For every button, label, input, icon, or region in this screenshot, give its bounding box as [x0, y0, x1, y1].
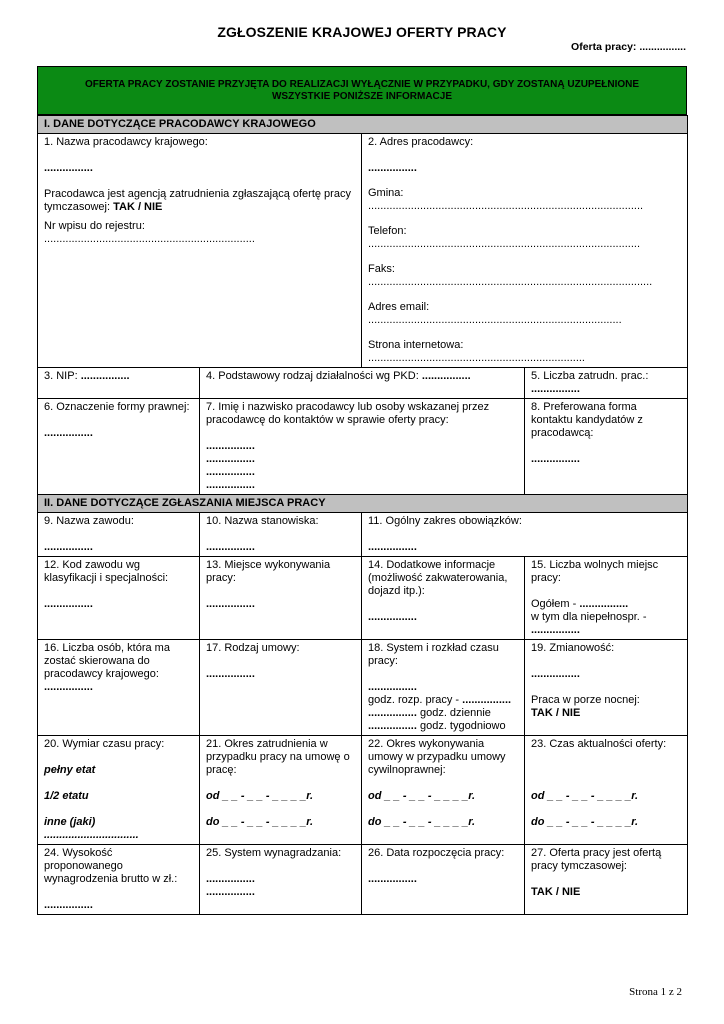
- shifts-value: ................: [531, 668, 580, 680]
- employees-count-cell[interactable]: [525, 368, 688, 399]
- employer-name-label: 1. Nazwa pracodawcy krajowego:: [44, 136, 208, 148]
- fax-field: Faks: .............................................................................................: [368, 263, 653, 288]
- email-field: Adres email: ...................................................................................: [368, 301, 622, 326]
- vacancies-cell[interactable]: [525, 557, 688, 640]
- additional-info-value: ................: [368, 611, 417, 623]
- contact-form-cell[interactable]: [525, 399, 688, 495]
- start-hour: godz. rozp. pracy - ................: [368, 694, 512, 706]
- half-time-option: 1/2 etatu: [44, 790, 89, 802]
- civil-contract-to: do _ _ - _ _ - _ _ _ _r.: [368, 816, 475, 828]
- temporary-offer-choice: TAK / NIE: [531, 886, 581, 898]
- legal-form-value: ................: [44, 427, 93, 439]
- civil-contract-period-cell[interactable]: [362, 736, 525, 845]
- section-1-heading: I. DANE DOTYCZĄCE PRACODAWCY KRAJOWEGO: [38, 116, 688, 134]
- working-time-cell[interactable]: [38, 736, 200, 845]
- notice-banner: OFERTA PRACY ZOSTANIE PRZYJĘTA DO REALIZACJI WYŁĄCZNIE W PRZYPADKU, GDY ZOSTANĄ UZUPEŁNIONE WSZYSTKIE PONIŻSZE INFORMACJE: [37, 66, 687, 115]
- night-work-label: Praca w porze nocnej:: [531, 694, 640, 706]
- civil-contract-from: od _ _ - _ _ - _ _ _ _r.: [368, 790, 475, 802]
- daily-hours: ................ godz. dziennie: [368, 707, 491, 719]
- vacancies-total: Ogółem - ................: [531, 598, 629, 610]
- employment-from: od _ _ - _ _ - _ _ _ _r.: [206, 790, 313, 802]
- occupation-code-value: ................: [44, 598, 93, 610]
- temporary-offer-cell[interactable]: [525, 845, 688, 915]
- offer-validity-cell[interactable]: [525, 736, 688, 845]
- workplace-cell[interactable]: [200, 557, 362, 640]
- nip-value: ................: [80, 370, 130, 382]
- agency-question: [44, 188, 355, 214]
- website-field: Strona internetowa: .......................................................................: [368, 339, 585, 364]
- salary-cell[interactable]: [38, 845, 200, 915]
- duties-cell[interactable]: [362, 513, 688, 557]
- other-time-option: inne (jaki) ...............................: [44, 816, 139, 841]
- shifts-label: 19. Zmianowość:: [531, 642, 615, 654]
- occupation-cell[interactable]: [38, 513, 200, 557]
- phone-field: Telefon: .........................................................................................: [368, 225, 640, 250]
- pkd-cell[interactable]: [200, 368, 525, 399]
- position-value: ................: [206, 541, 255, 553]
- contact-person-line-4: ................: [206, 479, 255, 491]
- employment-period-label: 21. Okres zatrudnienia w przypadku pracy na umowę o pracę:: [206, 738, 350, 776]
- occupation-code-label: 12. Kod zawodu wg klasyfikacji i specjalności:: [44, 559, 169, 584]
- position-label: 10. Nazwa stanowiska:: [206, 515, 319, 527]
- contact-person-label: 7. Imię i nazwisko pracodawcy lub osoby wskazanej przez pracodawcę do kontaktów w sprawie oferty pracy:: [206, 401, 490, 426]
- referred-count-label: 16. Liczba osób, która ma zostać skierowana do pracodawcy krajowego:: [44, 642, 170, 680]
- offer-validity-to: do _ _ - _ _ - _ _ _ _r.: [531, 816, 638, 828]
- legal-form-label: 6. Oznaczenie formy prawnej:: [44, 401, 190, 413]
- page-title: ZGŁOSZENIE KRAJOWEJ OFERTY PRACY: [217, 24, 507, 40]
- full-time-option: pełny etat: [44, 764, 96, 776]
- referred-count-value: ................: [44, 681, 93, 693]
- duties-value: ................: [368, 541, 417, 553]
- start-date-label: 26. Data rozpoczęcia pracy:: [368, 847, 505, 859]
- contact-form-label: 8. Preferowana forma kontaktu kandydatów z pracodawcą:: [531, 401, 643, 439]
- agency-text: Pracodawca jest agencją zatrudnienia zgłaszającą ofertę pracy tymczasowej:: [44, 188, 351, 213]
- contact-person-line-1: ................: [206, 440, 255, 452]
- work-schedule-cell[interactable]: [362, 640, 525, 736]
- workplace-value: ................: [206, 598, 255, 610]
- civil-contract-period-label: 22. Okres wykonywania umowy w przypadku umowy cywilnoprawnej:: [368, 738, 506, 776]
- pay-system-label: 25. System wynagradzania:: [206, 847, 342, 859]
- nip-label: 3. NIP:: [44, 370, 78, 382]
- employees-count-label: 5. Liczba zatrudn. prac.:: [531, 370, 649, 382]
- gmina-field: Gmina: ..........................................................................................: [368, 187, 644, 212]
- nip-cell[interactable]: [38, 368, 200, 399]
- position-cell[interactable]: [200, 513, 362, 557]
- contract-type-cell[interactable]: [200, 640, 362, 736]
- contact-person-cell[interactable]: [200, 399, 525, 495]
- duties-label: 11. Ogólny zakres obowiązków:: [368, 515, 522, 527]
- salary-value: ................: [44, 899, 93, 911]
- employees-count-value: ................: [531, 383, 580, 395]
- contact-form-value: ................: [531, 453, 580, 465]
- employer-address-cell[interactable]: [362, 134, 688, 368]
- occupation-code-cell[interactable]: [38, 557, 200, 640]
- shifts-cell[interactable]: [525, 640, 688, 736]
- weekly-hours: ................ godz. tygodniowo: [368, 720, 506, 732]
- page-number: Strona 1 z 2: [629, 986, 682, 998]
- offer-validity-label: 23. Czas aktualności oferty:: [531, 738, 667, 750]
- vacancies-disabled-value: ................: [531, 624, 580, 636]
- agency-choice: TAK / NIE: [113, 201, 163, 213]
- start-date-cell[interactable]: [362, 845, 525, 915]
- occupation-value: ................: [44, 541, 93, 553]
- pay-system-value-1: ................: [206, 873, 255, 885]
- employer-name-cell[interactable]: [38, 134, 362, 368]
- night-work-choice: TAK / NIE: [531, 707, 581, 719]
- temporary-offer-label: 27. Oferta pracy jest ofertą pracy tymczasowej:: [531, 847, 662, 872]
- section-2-heading: II. DANE DOTYCZĄCE ZGŁASZANIA MIEJSCA PRACY: [38, 495, 688, 513]
- occupation-label: 9. Nazwa zawodu:: [44, 515, 134, 527]
- employer-address-label: 2. Adres pracodawcy:: [368, 136, 474, 148]
- work-schedule-value: ................: [368, 681, 417, 693]
- employment-period-cell[interactable]: [200, 736, 362, 845]
- registry-number: Nr wpisu do rejestru: .....................................................................: [44, 220, 255, 245]
- employer-address-value: ................: [368, 162, 417, 174]
- pkd-label: 4. Podstawowy rodzaj działalności wg PKD:: [206, 370, 419, 382]
- pay-system-cell[interactable]: [200, 845, 362, 915]
- pkd-value: ................: [421, 370, 471, 382]
- additional-info-label: 14. Dodatkowe informacje (możliwość zakwaterowania, dojazd itp.):: [368, 559, 508, 597]
- offer-validity-from: od _ _ - _ _ - _ _ _ _r.: [531, 790, 638, 802]
- additional-info-cell[interactable]: [362, 557, 525, 640]
- employment-to: do _ _ - _ _ - _ _ _ _r.: [206, 816, 313, 828]
- vacancies-label: 15. Liczba wolnych miejsc pracy:: [531, 559, 659, 584]
- offer-form-table: [37, 115, 688, 915]
- salary-label: 24. Wysokość proponowanego wynagrodzenia brutto w zł.:: [44, 847, 178, 885]
- working-time-label: 20. Wymiar czasu pracy:: [44, 738, 165, 750]
- contact-person-line-3: ................: [206, 466, 255, 478]
- employer-name-value: ................: [44, 162, 93, 174]
- offer-number: Oferta pracy: ................: [571, 41, 686, 53]
- start-date-value: ................: [368, 873, 417, 885]
- vacancies-disabled: w tym dla niepełnospr. -: [531, 611, 647, 623]
- pay-system-value-2: ................: [206, 886, 255, 898]
- work-schedule-label: 18. System i rozkład czasu pracy:: [368, 642, 499, 667]
- legal-form-cell[interactable]: [38, 399, 200, 495]
- contact-person-line-2: ................: [206, 453, 255, 465]
- contract-type-value: ................: [206, 668, 255, 680]
- referred-count-cell[interactable]: [38, 640, 200, 736]
- contract-type-label: 17. Rodzaj umowy:: [206, 642, 300, 654]
- workplace-label: 13. Miejsce wykonywania pracy:: [206, 559, 331, 584]
